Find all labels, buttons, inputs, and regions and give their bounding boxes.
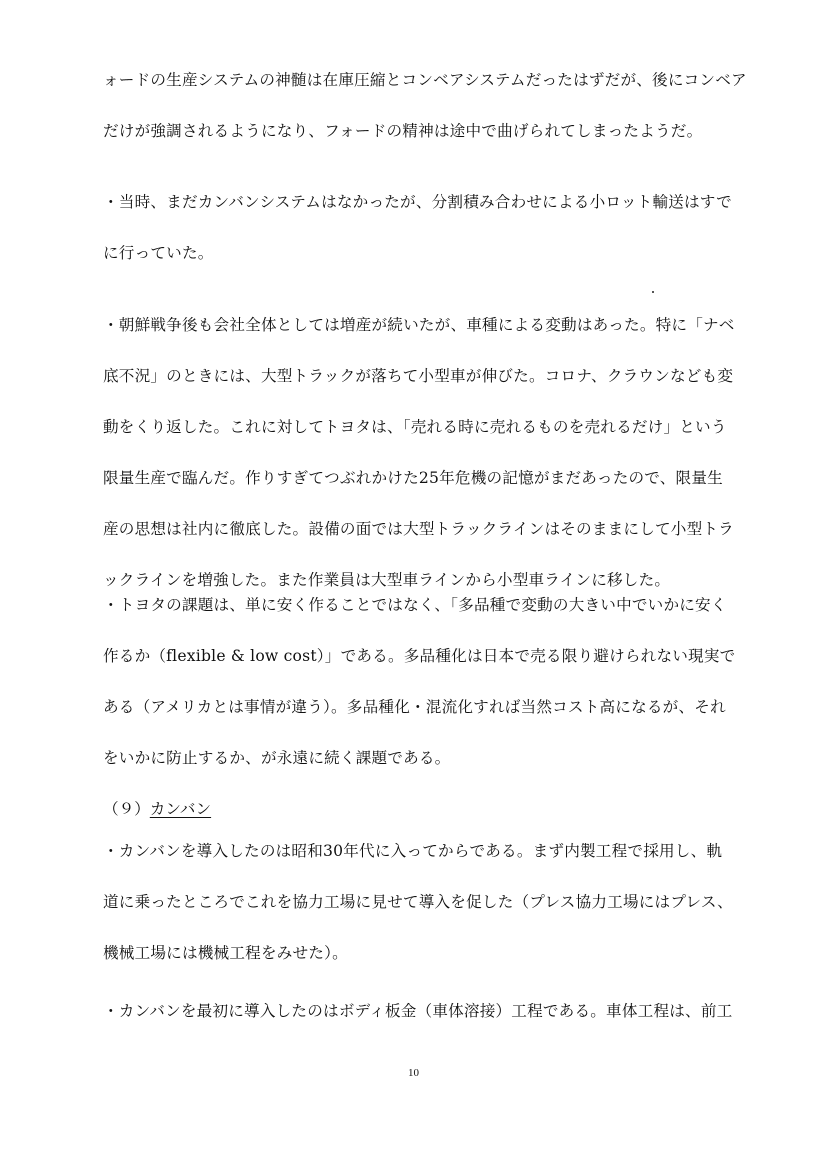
text-line: ・朝鮮戦争後も会社全体としては増産が続いたが、車種による変動はあった。特に「ナベ (103, 316, 735, 334)
text-line: 動をくり返した。これに対してトヨタは、「売れる時に売れるものを売れるだけ」という (103, 418, 727, 436)
text-line: ォードの生産システムの神髄は在庫圧縮とコンベアシステムだったはずだが、後にコンベア (103, 71, 747, 89)
scan-speck (652, 291, 654, 293)
text-line: だけが強調されるようになり、フォードの精神は途中で曲げられてしまったようだ。 (103, 122, 703, 140)
page-number: 10 (408, 1067, 419, 1079)
text-line: ・トヨタの課題は、単に安く作ることではなく、「多品種で変動の大きい中でいかに安く (103, 596, 727, 614)
text-line: 作るか（flexible & low cost）」である。多品種化は日本で売る限り避けられない現実で (103, 647, 736, 665)
section-heading (103, 794, 211, 824)
paragraph-kanban-body-shop (103, 986, 775, 1037)
text-line: ・カンバンを最初に導入したのはボディ板金（車体溶接）工程である。車体工程は、前工 (103, 1002, 733, 1020)
paragraph-small-lot-transport (103, 177, 775, 279)
section-title: カンバン (149, 800, 212, 818)
text-line: 機械工場には機械工程をみせた）。 (103, 944, 348, 962)
text-line: ある（アメリカとは事情が違う）。多品種化・混流化すれば当然コスト高になるが、それ (103, 698, 726, 716)
text-line: に行っていた。 (103, 244, 214, 262)
paragraph-limited-production (103, 300, 775, 606)
paragraph-ford-system (103, 55, 775, 157)
text-line: 底不況」のときには、大型トラックが落ちて小型車が伸びた。コロナ、クラウンなども変 (103, 367, 734, 385)
paragraph-kanban-introduction (103, 826, 775, 979)
paragraph-toyota-challenge (103, 580, 775, 784)
text-line: ・当時、まだカンバンシステムはなかったが、分割積み合わせによる小ロット輸送はすで (103, 193, 732, 211)
section-number: （９） (103, 800, 150, 818)
text-line: 産の思想は社内に徹底した。設備の面では大型トラックラインはそのままにして小型トラ (103, 520, 734, 538)
text-line: ックラインを増強した。また作業員は大型車ラインから小型車ラインに移した。 (103, 571, 671, 589)
text-line: 道に乗ったところでこれを協力工場に見せて導入を促した（プレス協力工場にはプレス、 (103, 893, 733, 911)
text-line: をいかに防止するか、が永遠に続く課題である。 (103, 749, 451, 767)
text-line: 限量生産で臨んだ。作りすぎてつぶれかけた25年危機の記憶がまだあったので、限量生 (103, 469, 723, 487)
text-line: ・カンバンを導入したのは昭和30年代に入ってからである。まず内製工程で採用し、軌 (103, 842, 723, 860)
